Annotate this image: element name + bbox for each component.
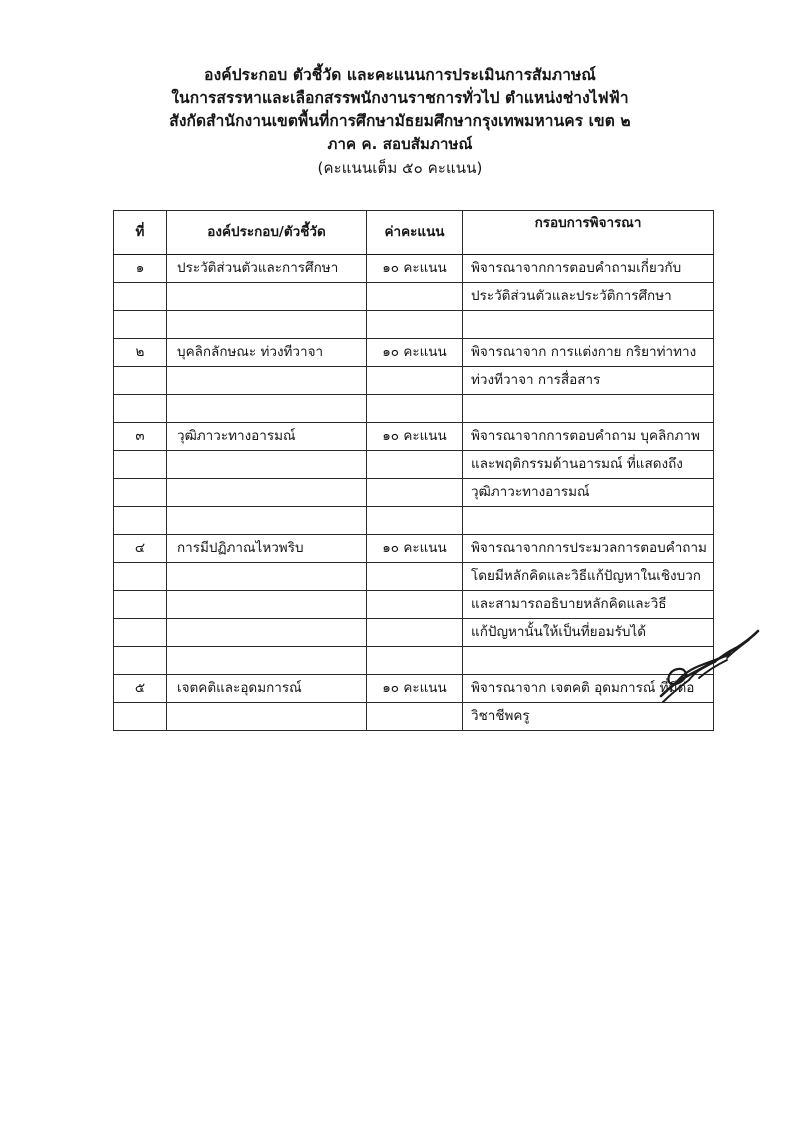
table-row [114, 591, 714, 619]
table-row [114, 479, 714, 507]
cell-criteria-name: บุคลิกลักษณะ ท่วงทีวาจา [167, 339, 367, 367]
cell-score-value-empty [367, 283, 463, 311]
cell-consideration-line-empty [463, 507, 714, 535]
cell-score-value: ๑๐ คะแนน [367, 339, 463, 367]
cell-consideration-line: พิจารณาจากการตอบคำถามเกี่ยวกับ [463, 255, 714, 283]
cell-score-value-empty [367, 703, 463, 731]
cell-score-value-empty [367, 451, 463, 479]
cell-consideration-line: พิจารณาจากการประมวลการตอบคำถาม [463, 535, 714, 563]
cell-criteria-name-empty [167, 479, 367, 507]
cell-row-number: ๑ [114, 255, 167, 283]
cell-row-number: ๔ [114, 535, 167, 563]
column-header-score: ค่าคะแนน [367, 211, 463, 255]
cell-criteria-name: เจตคติและอุดมการณ์ [167, 675, 367, 703]
cell-criteria-name-empty [167, 619, 367, 647]
cell-criteria-name-empty [167, 591, 367, 619]
cell-row-number-empty [114, 479, 167, 507]
cell-score-value-empty [367, 619, 463, 647]
cell-criteria-name-empty [167, 311, 367, 339]
cell-consideration-line-empty [463, 395, 714, 423]
cell-score-value-empty [367, 367, 463, 395]
table-header [114, 211, 714, 255]
table-row [114, 703, 714, 731]
table-row [114, 563, 714, 591]
table-row [114, 339, 714, 367]
cell-score-value-empty [367, 647, 463, 675]
cell-row-number-empty [114, 395, 167, 423]
cell-consideration-line: ประวัติส่วนตัวและประวัติการศึกษา [463, 283, 714, 311]
cell-criteria-name-empty [167, 703, 367, 731]
cell-score-value-empty [367, 563, 463, 591]
table-header-row [114, 211, 714, 255]
cell-score-value-empty [367, 395, 463, 423]
cell-score-value: ๑๐ คะแนน [367, 675, 463, 703]
cell-criteria-name: ประวัติส่วนตัวและการศึกษา [167, 255, 367, 283]
cell-row-number-empty [114, 647, 167, 675]
cell-row-number-empty [114, 507, 167, 535]
cell-row-number-empty [114, 311, 167, 339]
cell-criteria-name-empty [167, 283, 367, 311]
column-header-no: ที่ [114, 211, 167, 255]
table-row [114, 283, 714, 311]
cell-score-value-empty [367, 311, 463, 339]
cell-consideration-line-empty [463, 311, 714, 339]
heading-line-1: องค์ประกอบ ตัวชี้วัด และคะแนนการประเมินการสัมภาษณ์ [204, 66, 596, 84]
cell-row-number-empty [114, 283, 167, 311]
cell-consideration-line: ท่วงทีวาจา การสื่อสาร [463, 367, 714, 395]
cell-criteria-name-empty [167, 507, 367, 535]
cell-consideration-line: โดยมีหลักคิดและวิธีแก้ปัญหาในเชิงบวก [463, 563, 714, 591]
cell-consideration-line: พิจารณาจาก เจตคติ อุดมการณ์ ที่มีต่อ [463, 675, 714, 703]
table-row [114, 423, 714, 451]
table-spacer-row [114, 311, 714, 339]
cell-consideration-line: วิชาชีพครู [463, 703, 714, 731]
cell-row-number-empty [114, 367, 167, 395]
column-header-item: องค์ประกอบ/ตัวชี้วัด [167, 211, 367, 255]
table-spacer-row [114, 507, 714, 535]
cell-consideration-line: พิจารณาจาก การแต่งกาย กริยาท่าทาง [463, 339, 714, 367]
cell-criteria-name-empty [167, 367, 367, 395]
table-row [114, 367, 714, 395]
cell-consideration-line: และสามารถอธิบายหลักคิดและวิธี [463, 591, 714, 619]
cell-criteria-name-empty [167, 647, 367, 675]
table-row [114, 675, 714, 703]
cell-criteria-name-empty [167, 451, 367, 479]
table-body [114, 255, 714, 731]
cell-row-number-empty [114, 563, 167, 591]
cell-row-number: ๓ [114, 423, 167, 451]
cell-consideration-line: และพฤติกรรมด้านอารมณ์ ที่แสดงถึง [463, 451, 714, 479]
cell-consideration-line: พิจารณาจากการตอบคำถาม บุคลิกภาพ [463, 423, 714, 451]
heading-line-3: สังกัดสำนักงานเขตพื้นที่การศึกษามัธยมศึกษากรุงเทพมหานคร เขต ๒ [169, 112, 631, 130]
cell-criteria-name-empty [167, 563, 367, 591]
cell-consideration-line: วุฒิภาวะทางอารมณ์ [463, 479, 714, 507]
cell-criteria-name: วุฒิภาวะทางอารมณ์ [167, 423, 367, 451]
table-spacer-row [114, 647, 714, 675]
cell-consideration-line-empty [463, 647, 714, 675]
cell-row-number: ๒ [114, 339, 167, 367]
cell-score-value-empty [367, 591, 463, 619]
cell-row-number-empty [114, 451, 167, 479]
table-row [114, 619, 714, 647]
cell-score-value: ๑๐ คะแนน [367, 255, 463, 283]
cell-score-value-empty [367, 479, 463, 507]
cell-row-number: ๕ [114, 675, 167, 703]
heading-line-2: ในการสรรหาและเลือกสรรพนักงานราชการทั่วไป ตำแหน่งช่างไฟฟ้า [171, 89, 629, 107]
table-row [114, 451, 714, 479]
heading-line-4: ภาค ค. สอบสัมภาษณ์ [327, 135, 473, 153]
column-header-frame: กรอบการพิจารณา [463, 211, 714, 255]
cell-score-value: ๑๐ คะแนน [367, 423, 463, 451]
cell-score-value-empty [367, 507, 463, 535]
table-row [114, 255, 714, 283]
cell-row-number-empty [114, 619, 167, 647]
criteria-table [113, 210, 714, 731]
table-row [114, 535, 714, 563]
cell-criteria-name: การมีปฏิภาณไหวพริบ [167, 535, 367, 563]
document-heading [0, 64, 800, 180]
heading-line-5: (คะแนนเต็ม ๕๐ คะแนน) [317, 159, 483, 177]
cell-score-value: ๑๐ คะแนน [367, 535, 463, 563]
cell-criteria-name-empty [167, 395, 367, 423]
table-spacer-row [114, 395, 714, 423]
cell-consideration-line: แก้ปัญหานั้นให้เป็นที่ยอมรับได้ [463, 619, 714, 647]
cell-row-number-empty [114, 703, 167, 731]
cell-row-number-empty [114, 591, 167, 619]
